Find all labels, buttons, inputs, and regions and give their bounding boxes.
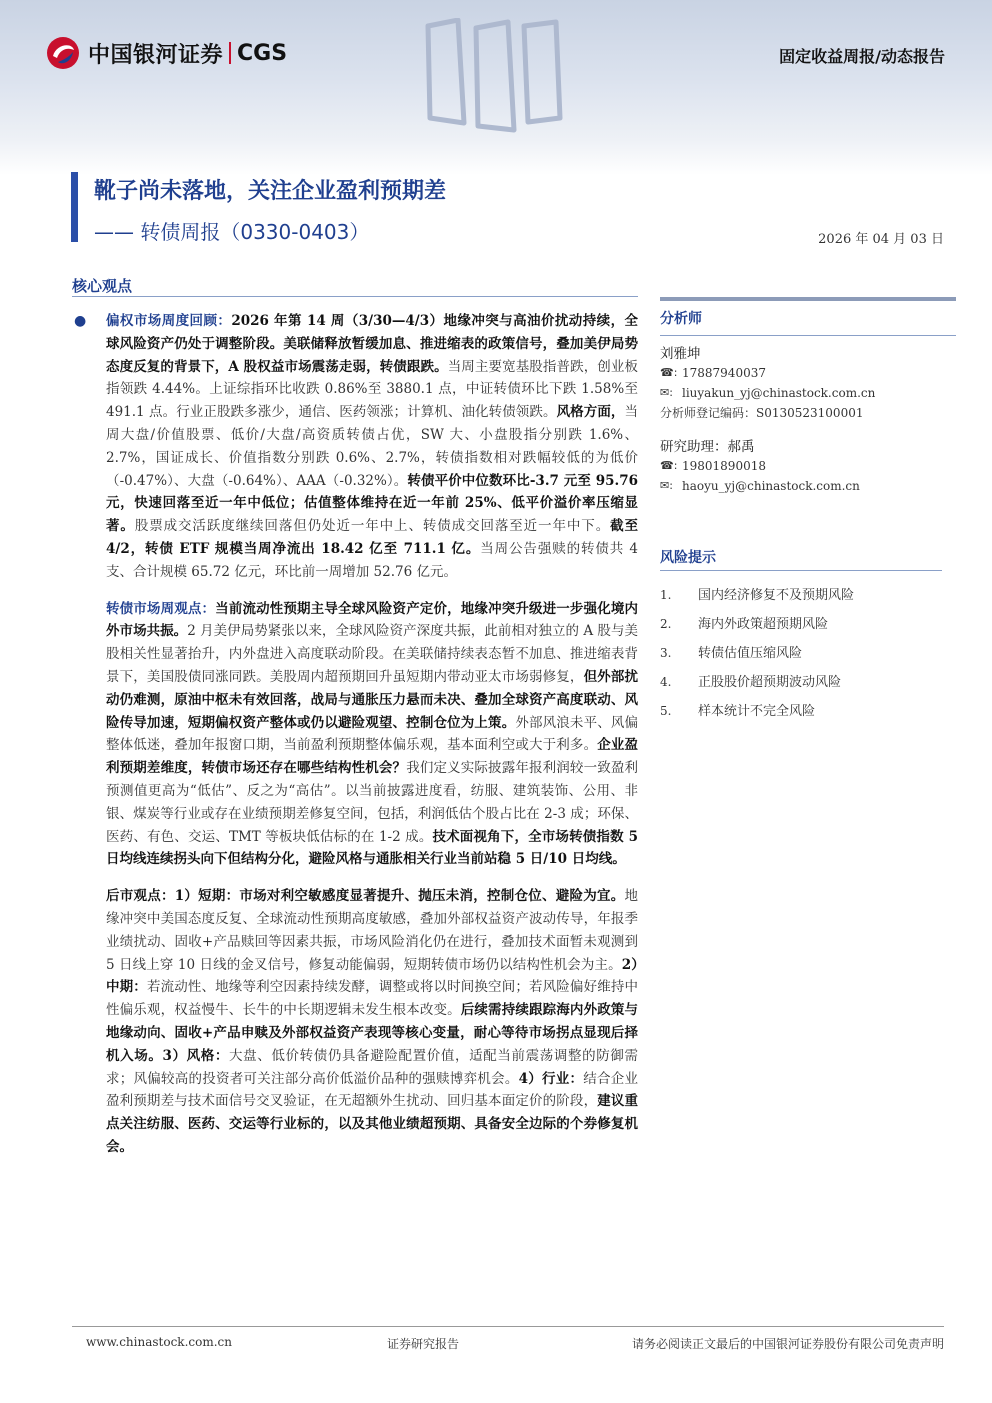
risk-text: 国内经济修复不及预期风险 — [698, 588, 855, 603]
phone-number: 17887940037 — [682, 366, 766, 380]
bold-text: 2026 年第 14 周（3/30—4/3）地缘冲突与高油价扰动持续，全球风险资产仍处于调整阶段。美联储释放暂缓加息、推进缩表的政策信号，叠加美伊局势态度反复的背景下，A 股权益市场震荡走弱，转债跟跌。 — [106, 313, 639, 375]
email-address[interactable]: haoyu_yj@chinastock.com.cn — [682, 479, 860, 493]
lead-label: 转债市场周观点： — [106, 600, 216, 617]
sidebar — [660, 297, 956, 726]
risk-number: 2. — [660, 617, 672, 631]
bold-text: 建议重点关注纺服、医药、交运等行业标的，以及其他业绩超预期、具备安全边际的个券修复机会。 — [106, 1093, 639, 1155]
bold-text: 4）行业： — [518, 1070, 584, 1087]
analyst-email[interactable] — [660, 383, 956, 403]
bold-text: 当前流动性预期主导全球风险资产定价，地缘冲突升级进一步强化境内外市场共振。 — [106, 600, 639, 640]
risk-text: 转债估值压缩风险 — [698, 646, 803, 661]
risk-number: 5. — [660, 704, 672, 718]
risk-list — [660, 581, 956, 726]
mail-icon: ✉: — [660, 386, 673, 399]
core-heading-rule — [72, 296, 638, 297]
risk-heading-rule — [660, 570, 942, 571]
risk-heading: 风险提示 — [660, 550, 716, 566]
risk-item — [660, 697, 956, 726]
footer-doc-type: 证券研究报告 — [387, 1337, 460, 1351]
bold-text: 风格方面， — [556, 404, 625, 421]
brand — [46, 36, 287, 70]
analyst-name: 刘雅坤 — [660, 346, 701, 362]
paragraph-outlook — [72, 885, 638, 1159]
brand-name: 中国银河证券 — [88, 42, 224, 68]
risk-number: 1. — [660, 588, 672, 602]
analyst-heading: 分析师 — [660, 311, 702, 327]
body-text: 若流动性、地缘等利空因素持续发酵，调整或将以时间换空间；若风险偏好维持中性偏乐观，权益慢牛、长牛的中长期逻辑未发生根本改变。 — [106, 979, 639, 1019]
report-subtitle: —— 转债周报（0330-0403） — [94, 220, 370, 244]
body-text: 我们定义实际披露年报利润较一致盈利预测值更高为“低估”、反之为“高估”。以当前披露进度看，纺服、建筑装饰、公用、非银、煤炭等行业或存在业绩预期差修复空间，包括，利润低估个股占比在 2-3 成；环保、医药、有色、交运、TMT 等板块低估标的在 1-2 成。 — [106, 760, 639, 845]
bold-text: 后续需持续跟踪海内外政策与地缘动向、固收+产品申赎及外部权益资产表现等核心变量，耐心等待市场拐点显现后择机入场。3）风格： — [106, 1002, 639, 1064]
body-text: 股票成交活跃度继续回落但仍处近一年中上、转债成交回落至近一年中下。 — [134, 518, 611, 535]
report-date: 2026 年 04 月 03 日 — [818, 232, 944, 247]
body-text: 当周大盘/价值股票、低价/大盘/高资质转债占优，SW 大、小盘股指分别跌 1.6%、2.7%，国证成长、价值指数分别跌 0.6%、2.7%，转债指数相对跌幅较低的为低价（-0.47%）、大盘（-0.64%）、AAA（-0.32%）。 — [106, 404, 638, 489]
phone-icon: ☎: — [660, 366, 678, 379]
bold-text: 转债平价中位数环比-3.7 元至 95.76 元，快速回落至近一年中低位；估值整体维持在近一年前 25%、低平价溢价率压缩显著。 — [106, 472, 638, 535]
body-text: 大盘、低价转债仍具备避险配置价值，适配当前震荡调整的防御需求；风偏较高的投资者可关注部分高价低溢价品种的强赎博弈机会。 — [106, 1047, 638, 1087]
body-text: 地缘冲突中美国态度反复、全球流动性预期高度敏感，叠加外部权益资产波动传导，年报季业绩扰动、固收+产品赎回等因素共振，市场风险消化仍在进行，叠加技术面暂未观测到 5 日线上穿 10 日线的金叉信号，修复动能偏弱，短期转债市场仍以结构性机会为主。 — [106, 888, 638, 973]
body-text: 当周主要宽基股指普跌，创业板指领跌 4.44%。上证综指环比收跌 0.86%至 3880.1 点，中证转债环比下跌 1.58%至 491.1 点。行业正股跌多涨少，通信、医药领涨；计算机、油化转债领跌。 — [106, 358, 638, 421]
cgs-watermark-logo — [420, 18, 570, 133]
analyst-registration: 分析师登记编码：S0130523100001 — [660, 406, 864, 420]
bold-text: 企业盈利预期差维度，转债市场还存在哪些结构性机会？ — [106, 737, 639, 777]
phone-number: 19801890018 — [682, 459, 766, 473]
main-column — [72, 310, 638, 1159]
bold-text: 技术面视角下，全市场转债指数 5 日均线连续拐头向下但结构分化，避险风格与通胀相关行业当前站稳 5 日/10 日均线。 — [106, 828, 638, 868]
bold-text: 但外部扰动仍难测，原油中枢未有效回落，战局与通胀压力悬而未决、叠加全球资产高度联动、风险传导加速，短期偏权资产整体或仍以避险观望、控制仓位为上策。 — [106, 668, 639, 731]
risk-item — [660, 668, 956, 697]
bullet-icon: ● — [74, 313, 87, 329]
body-text: 结合企业盈利预期差与技术面信号交叉验证，在无超额外生扰动、回归基本面定价的阶段， — [106, 1070, 638, 1110]
bold-text: 1）短期：市场对利空敏感度显著提升、抛压未消，控制仓位、避险为宜。 — [174, 888, 625, 905]
assistant-phone — [660, 456, 956, 476]
footer-website[interactable]: www.chinastock.com.cn — [86, 1335, 232, 1349]
risk-text: 样本统计不完全风险 — [698, 704, 816, 719]
risk-number: 4. — [660, 675, 672, 689]
assistant-name: 研究助理：郝禹 — [660, 439, 755, 455]
body-text: 当周公告强赎的转债共 4 支、合计规模 65.72 亿元，环比前一周增加 52.76 亿元。 — [106, 540, 638, 580]
body-text: 2 月美伊局势紧张以来，全球风险资产深度共振，此前相对独立的 A 股与美股相关性显著抬升，内外盘进入高度联动阶段。在美联储持续表态暂不加息、推进缩表背景下，美国股债同涨同跌。美股周内超预期回升虽短期内带动亚太市场弱修复， — [106, 623, 638, 685]
lead-label: 偏权市场周度回顾： — [106, 313, 232, 329]
risk-text: 海内外政策超预期风险 — [698, 617, 829, 632]
analyst-heading-rule — [660, 335, 956, 336]
brand-latin: CGS — [237, 40, 288, 66]
analyst-phone — [660, 363, 956, 383]
risk-number: 3. — [660, 646, 672, 660]
footer-rule — [72, 1326, 944, 1327]
bold-text: 截至 4/2，转债 ETF 规模当周净流出 18.42 亿至 711.1 亿。 — [106, 518, 639, 557]
body-text: 外部风浪未平、风偏整体低迷，叠加年报窗口期，当前盈利预期整体偏乐观，基本面利空或大于利多。 — [106, 714, 639, 754]
report-type: 固定收益周报/动态报告 — [779, 47, 945, 66]
bold-text: 2）中期： — [106, 956, 638, 996]
title-accent-bar — [71, 172, 78, 242]
cgs-emblem-icon — [46, 36, 80, 70]
risk-item — [660, 639, 956, 668]
risk-text: 正股股价超预期波动风险 — [698, 675, 842, 690]
email-address[interactable]: liuyakun_yj@chinastock.com.cn — [682, 386, 876, 400]
report-title: 靴子尚未落地，关注企业盈利预期差 — [94, 179, 447, 204]
phone-icon: ☎: — [660, 459, 678, 472]
footer-disclaimer: 请务必阅读正文最后的中国银河证券股份有限公司免责声明 — [631, 1337, 944, 1351]
mail-icon: ✉: — [660, 479, 673, 492]
lead-label: 后市观点： — [106, 888, 175, 905]
paragraph-cb-view — [72, 598, 638, 872]
risk-section — [660, 546, 956, 726]
risk-item — [660, 610, 956, 639]
brand-separator — [229, 42, 231, 64]
assistant-email[interactable] — [660, 476, 956, 496]
risk-item — [660, 581, 956, 610]
core-heading: 核心观点 — [72, 277, 133, 295]
paragraph-equity-review — [72, 310, 638, 584]
sidebar-top-rule — [660, 297, 956, 301]
